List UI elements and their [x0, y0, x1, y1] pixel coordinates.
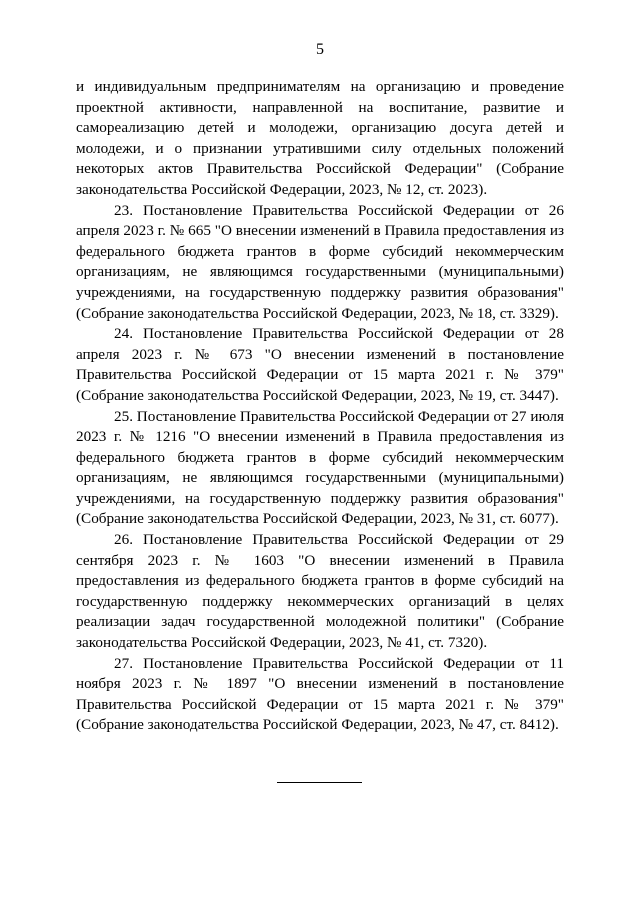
list-item-24: 24. Постановление Правительства Российской Федерации от 28 апреля 2023 г. № 673 "О внесении изменений в постановление Правительства Российской Федерации от 15 марта 2021 г. № 379" (Собрание законодательства Российской Федерации, 2023, № 19, ст. 3447).	[76, 325, 564, 404]
end-of-document-rule	[277, 782, 362, 783]
list-item-23: 23. Постановление Правительства Российской Федерации от 26 апреля 2023 г. № 665 "О внесении изменений в Правила предоставления из федерального бюджета грантов в форме субсидий некоммерческим организациям, не являющимся государственными (муниципальными) учреждениями, на государственную поддержку развития образования" (Собрание законодательства Российской Федерации, 2023, № 18, ст. 3329).	[76, 201, 564, 322]
page-number: 5	[316, 41, 324, 58]
list-item-26: 26. Постановление Правительства Российской Федерации от 29 сентября 2023 г. № 1603 "О внесении изменений в Правила предоставления из федерального бюджета грантов в форме субсидий на государственную поддержку некоммерческих организаций в целях реализации задач государственной молодежной политики" (Собрание законодательства Российской Федерации, 2023, № 41, ст. 7320).	[76, 531, 564, 652]
document-body	[76, 77, 564, 736]
list-item-25: 25. Постановление Правительства Российской Федерации от 27 июля 2023 г. № 1216 "О внесении изменений в Правила предоставления из федерального бюджета грантов в форме субсидий некоммерческим организациям, не являющимся государственными (муниципальными) учреждениями, на государственную поддержку развития образования" (Собрание законодательства Российской Федерации, 2023, № 31, ст. 6077).	[76, 407, 564, 528]
list-item-27: 27. Постановление Правительства Российской Федерации от 11 ноября 2023 г. № 1897 "О внесении изменений в постановление Правительства Российской Федерации от 15 марта 2021 г. № 379" (Собрание законодательства Российской Федерации, 2023, № 47, ст. 8412).	[76, 654, 564, 734]
paragraph-continuation: и индивидуальным предпринимателям на организацию и проведение проектной активности, направленной на воспитание, развитие и самореализацию детей и молодежи, организацию досуга детей и молодежи, и о признании утратившими силу отдельных положений некоторых актов Правительства Российской Федерации" (Собрание законодательства Российской Федерации, 2023, № 12, ст. 2023).	[76, 78, 564, 198]
